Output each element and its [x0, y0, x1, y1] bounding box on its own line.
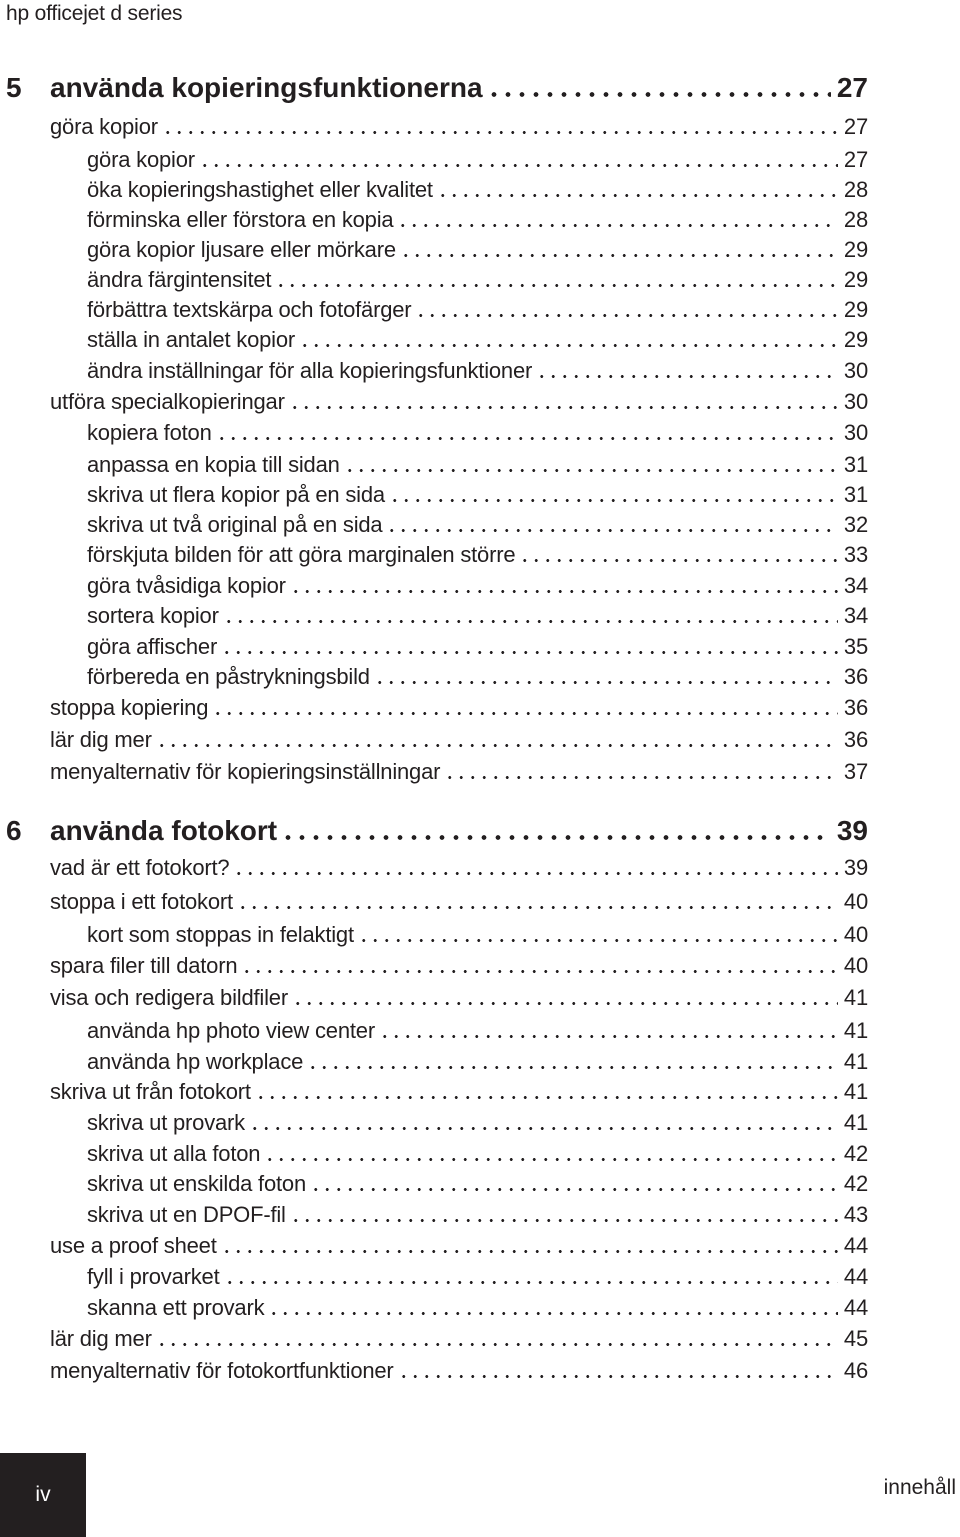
entry-title: göra tvåsidiga kopior	[87, 573, 286, 598]
entry-page-number: 29	[843, 267, 868, 292]
toc-entry[interactable]	[50, 723, 868, 753]
entry-page-number: 39	[843, 855, 868, 880]
dot-leader	[307, 1066, 838, 1069]
dot-leader	[223, 620, 838, 623]
entry-page-number: 28	[843, 177, 868, 202]
entry-page-number: 36	[843, 695, 868, 720]
entry-page-number: 40	[843, 889, 868, 914]
dot-leader	[389, 499, 838, 502]
toc-subentry[interactable]	[87, 918, 868, 948]
dot-leader	[290, 590, 838, 593]
toc-subentry[interactable]	[87, 173, 868, 203]
dot-leader	[249, 1127, 838, 1130]
dot-leader	[444, 776, 838, 779]
entry-page-number: 29	[843, 297, 868, 322]
dot-leader	[268, 1312, 838, 1315]
toc-subentry[interactable]	[87, 416, 868, 446]
toc-subentry[interactable]	[87, 1291, 868, 1321]
chapter-title: använda fotokort	[50, 815, 278, 846]
entry-page-number: 44	[843, 1264, 868, 1289]
entry-page-number: 31	[843, 482, 868, 507]
dot-leader	[415, 314, 838, 317]
toc-subentry[interactable]	[87, 508, 868, 538]
dot-leader	[237, 906, 838, 909]
entry-title: förskjuta bilden för att göra marginalen större	[87, 542, 516, 567]
dot-leader	[437, 194, 838, 197]
chapter-page-number: 39	[836, 815, 868, 846]
toc-subentry[interactable]	[87, 1167, 868, 1197]
dot-leader	[241, 970, 838, 973]
entry-page-number: 32	[843, 512, 868, 537]
entry-page-number: 31	[843, 452, 868, 477]
entry-page-number: 36	[843, 727, 868, 752]
toc-entry[interactable]	[50, 1354, 868, 1384]
chapter-title: använda kopieringsfunktionerna	[50, 72, 483, 103]
entry-page-number: 36	[843, 664, 868, 689]
entry-title: göra kopior	[87, 147, 195, 172]
entry-page-number: 27	[843, 114, 868, 139]
dot-leader	[212, 712, 838, 715]
entry-title: visa och redigera bildfiler	[50, 985, 288, 1010]
toc-subentry[interactable]	[87, 263, 868, 293]
chapter-number: 5	[6, 72, 22, 103]
entry-page-number: 41	[843, 1049, 868, 1074]
toc-subentry[interactable]	[87, 233, 868, 263]
toc-subentry[interactable]	[87, 538, 868, 568]
dot-leader	[281, 835, 831, 840]
entry-page-number: 34	[843, 573, 868, 598]
entry-page-number: 30	[843, 420, 868, 445]
toc-entry[interactable]	[50, 385, 868, 415]
dot-leader	[292, 1002, 838, 1005]
entry-title: använda hp workplace	[87, 1049, 304, 1074]
entry-title: förbereda en påstrykningsbild	[87, 664, 370, 689]
entry-title: öka kopieringshastighet eller kvalitet	[87, 177, 433, 202]
entry-title: spara filer till datorn	[50, 953, 238, 978]
entry-page-number: 33	[843, 542, 868, 567]
toc-entry[interactable]	[50, 755, 868, 785]
toc-subentry[interactable]	[87, 293, 868, 323]
entry-title: kopiera foton	[87, 420, 212, 445]
dot-leader	[289, 406, 838, 409]
entry-title: skriva ut från fotokort	[50, 1079, 251, 1104]
entry-page-number: 42	[843, 1171, 868, 1196]
entry-title: skriva ut provark	[87, 1110, 245, 1135]
dot-leader	[199, 164, 838, 167]
entry-title: lär dig mer	[50, 1326, 152, 1351]
page-number-box	[0, 1453, 86, 1537]
dot-leader	[255, 1096, 838, 1099]
entry-page-number: 29	[843, 327, 868, 352]
toc-entry[interactable]	[50, 691, 868, 721]
toc-entry[interactable]	[50, 885, 868, 915]
toc-subentry[interactable]	[87, 1045, 868, 1075]
dot-leader	[233, 872, 837, 875]
dot-leader	[290, 1219, 838, 1222]
entry-title: göra affischer	[87, 634, 218, 659]
dot-leader	[221, 651, 838, 654]
toc-subentry[interactable]	[87, 599, 868, 629]
dot-leader	[400, 254, 838, 257]
entry-title: sortera kopior	[87, 603, 219, 628]
entry-title: ställa in antalet kopior	[87, 327, 295, 352]
toc-entry[interactable]	[50, 1075, 868, 1105]
chapter-page-number: 27	[836, 72, 868, 103]
entry-page-number: 27	[843, 147, 868, 172]
entry-title: utföra specialkopieringar	[50, 389, 285, 414]
entry-title: menyalternativ för fotokortfunktioner	[50, 1358, 394, 1383]
dot-leader	[275, 284, 838, 287]
dot-leader	[344, 469, 838, 472]
entry-title: skriva ut en DPOF-fil	[87, 1202, 286, 1227]
toc-entry[interactable]	[50, 1229, 868, 1259]
entry-title: lär dig mer	[50, 727, 152, 752]
toc-subentry[interactable]	[87, 660, 868, 690]
entry-title: göra kopior ljusare eller mörkare	[87, 237, 396, 262]
toc-subentry[interactable]	[87, 1014, 868, 1044]
entry-page-number: 37	[843, 759, 868, 784]
dot-leader	[310, 1188, 838, 1191]
dot-leader	[487, 92, 831, 97]
toc-subentry[interactable]	[87, 1260, 868, 1290]
dot-leader	[224, 1281, 838, 1284]
entry-page-number: 45	[843, 1326, 868, 1351]
toc-subentry[interactable]	[87, 203, 868, 233]
entry-title: stoppa i ett fotokort	[50, 889, 233, 914]
dot-leader	[536, 375, 838, 378]
entry-title: förminska eller förstora en kopia	[87, 207, 394, 232]
toc-subentry[interactable]	[87, 478, 868, 508]
dot-leader	[358, 939, 838, 942]
entry-page-number: 40	[843, 953, 868, 978]
dot-leader	[156, 1343, 838, 1346]
entry-page-number: 41	[843, 985, 868, 1010]
dot-leader	[398, 1375, 838, 1378]
toc-subentry[interactable]	[87, 1198, 868, 1228]
entry-page-number: 28	[843, 207, 868, 232]
entry-title: use a proof sheet	[50, 1233, 217, 1258]
dot-leader	[374, 681, 838, 684]
toc-subentry[interactable]	[87, 630, 868, 660]
dot-leader	[221, 1250, 838, 1253]
toc-subentry[interactable]	[87, 448, 868, 478]
entry-title: skriva ut enskilda foton	[87, 1171, 306, 1196]
toc-subentry[interactable]	[87, 1137, 868, 1167]
entry-title: stoppa kopiering	[50, 695, 209, 720]
toc-subentry[interactable]	[87, 143, 868, 173]
entry-page-number: 30	[843, 389, 868, 414]
chapter-number: 6	[6, 815, 22, 846]
dot-leader	[386, 529, 837, 532]
entry-title: ändra färgintensitet	[87, 267, 272, 292]
page-number: iv	[35, 1483, 51, 1506]
dot-leader	[397, 224, 837, 227]
entry-page-number: 43	[843, 1202, 868, 1227]
entry-title: menyalternativ för kopieringsinställningar	[50, 759, 441, 784]
toc-subentry[interactable]	[87, 569, 868, 599]
entry-title: skriva ut alla foton	[87, 1141, 261, 1166]
dot-leader	[379, 1035, 838, 1038]
dot-leader	[519, 559, 838, 562]
entry-page-number: 44	[843, 1233, 868, 1258]
entry-title: skriva ut flera kopior på en sida	[87, 482, 385, 507]
entry-page-number: 44	[843, 1295, 868, 1320]
entry-page-number: 34	[843, 603, 868, 628]
entry-page-number: 42	[843, 1141, 868, 1166]
entry-page-number: 30	[843, 358, 868, 383]
entry-title: anpassa en kopia till sidan	[87, 452, 340, 477]
toc-subentry[interactable]	[87, 1106, 868, 1136]
toc-subentry[interactable]	[87, 323, 868, 353]
entry-title: ändra inställningar för alla kopieringsfunktioner	[87, 358, 533, 383]
dot-leader	[264, 1158, 838, 1161]
toc-entry[interactable]	[50, 110, 868, 140]
toc-entry[interactable]	[50, 949, 868, 979]
entry-page-number: 40	[843, 922, 868, 947]
entry-title: kort som stoppas in felaktigt	[87, 922, 354, 947]
toc-entry[interactable]	[50, 981, 868, 1011]
entry-page-number: 41	[843, 1018, 868, 1043]
toc-entry[interactable]	[50, 1322, 868, 1352]
dot-leader	[156, 744, 838, 747]
dot-leader	[299, 344, 838, 347]
dot-leader	[162, 131, 838, 134]
entry-title: förbättra textskärpa och fotofärger	[87, 297, 412, 322]
entry-title: fyll i provarket	[87, 1264, 220, 1289]
section-label: innehåll	[883, 1476, 956, 1499]
entry-page-number: 41	[843, 1110, 868, 1135]
chapter-heading[interactable]	[6, 809, 868, 847]
entry-page-number: 41	[843, 1079, 868, 1104]
entry-title: göra kopior	[50, 114, 158, 139]
toc-entry[interactable]	[50, 851, 868, 881]
entry-title: använda hp photo view center	[87, 1018, 375, 1043]
entry-page-number: 46	[843, 1358, 868, 1383]
entry-title: skriva ut två original på en sida	[87, 512, 383, 537]
running-header: hp officejet d series	[6, 2, 183, 25]
chapter-heading[interactable]	[6, 66, 868, 104]
entry-title: vad är ett fotokort?	[50, 855, 230, 880]
dot-leader	[216, 437, 838, 440]
entry-title: skanna ett provark	[87, 1295, 265, 1320]
entry-page-number: 35	[843, 634, 868, 659]
entry-page-number: 29	[843, 237, 868, 262]
toc-subentry[interactable]	[87, 354, 868, 384]
